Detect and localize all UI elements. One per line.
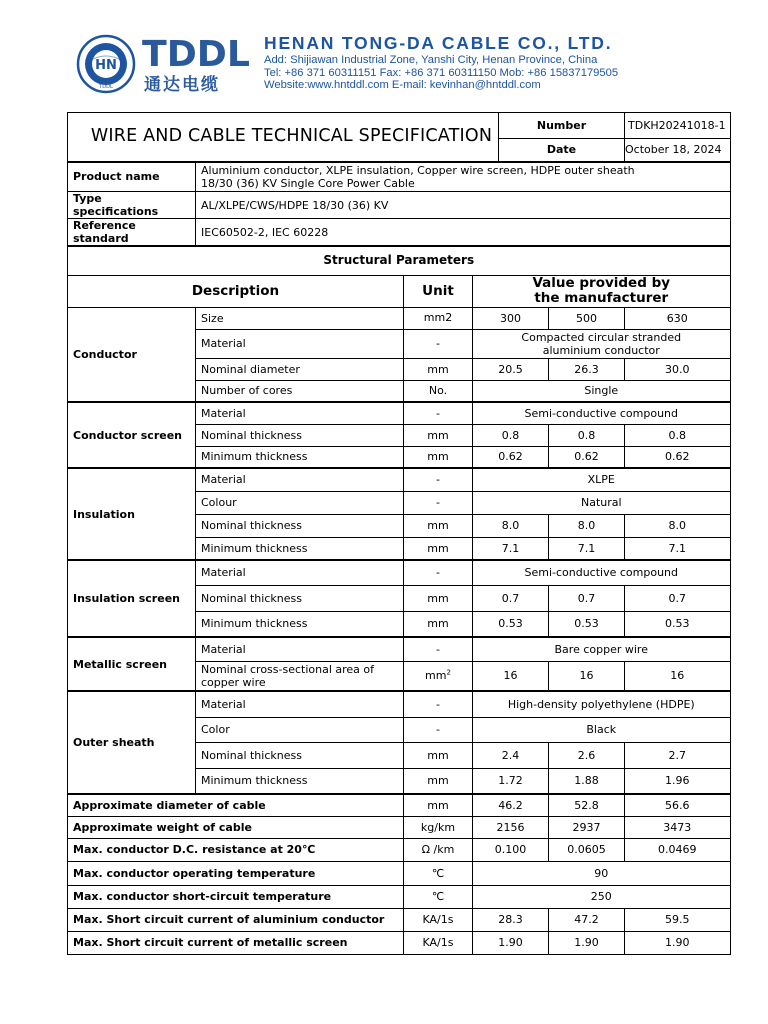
product-value (196, 162, 731, 192)
value-merged (473, 329, 731, 358)
row-label: Material (196, 402, 404, 424)
value-cell: 8.0 (625, 514, 731, 537)
row-unit: - (404, 717, 473, 742)
value-merged: 250 (473, 885, 731, 908)
row-label: Material (196, 637, 404, 661)
row-unit: mm (404, 446, 473, 468)
company-contact (264, 54, 618, 92)
letterhead (74, 30, 714, 100)
value-cell: 0.100 (473, 838, 549, 861)
row-label: Number of cores (196, 380, 404, 402)
company-logo-emblem (76, 34, 136, 94)
doc-date: October 18, 2024 (625, 139, 731, 162)
row-unit: No. (404, 380, 473, 402)
logo-ring-text: TDDL (99, 84, 113, 90)
row-label-line-1: Nominal cross-sectional area of (201, 662, 375, 676)
company-logo-wordmark (142, 36, 254, 70)
row-label: Max. conductor short-circuit temperature (68, 885, 404, 908)
value-cell: 0.0469 (625, 838, 731, 861)
unit-base: mm (425, 669, 447, 683)
value-merged: Semi-conductive compound (473, 560, 731, 585)
value-cell: 28.3 (473, 908, 549, 931)
table-row (68, 908, 731, 931)
row-label (196, 661, 404, 691)
row-unit: - (404, 329, 473, 358)
row-label-line-2: copper wire (201, 675, 266, 689)
product-label: Product name (68, 162, 196, 192)
row-unit: mm (404, 537, 473, 560)
spec-table (67, 112, 731, 955)
value-merged: 90 (473, 861, 731, 885)
table-row (68, 402, 731, 424)
row-unit: kg/km (404, 816, 473, 838)
value-cell: 300 (473, 307, 549, 329)
value-cell: 1.90 (473, 931, 549, 954)
row-unit: - (404, 691, 473, 717)
value-cell: 0.62 (473, 446, 549, 468)
value-cell: 0.53 (473, 611, 549, 637)
value-cell: 8.0 (473, 514, 549, 537)
value-cell: 630 (625, 307, 731, 329)
company-name: HENAN TONG-DA CABLE CO., LTD. (264, 33, 613, 53)
value-cell: 30.0 (625, 358, 731, 380)
group-conductor-screen: Conductor screen (68, 402, 196, 468)
col-value-line-2: the manufacturer (534, 290, 669, 306)
row-unit: - (404, 637, 473, 661)
value-cell: 2.6 (549, 742, 625, 768)
value-merged: Black (473, 717, 731, 742)
value-merged: Single (473, 380, 731, 402)
company-address: Add: Shijiawan Industrial Zone, Yanshi City, Henan Province, China (264, 54, 598, 66)
group-insulation: Insulation (68, 468, 196, 560)
logo-chinese-name: 通达电缆 (144, 75, 220, 95)
value-cell: 0.8 (625, 424, 731, 446)
row-unit: mm (404, 358, 473, 380)
section-title: Structural Parameters (68, 246, 731, 275)
table-row (68, 861, 731, 885)
table-row (68, 560, 731, 585)
value-cell: 3473 (625, 816, 731, 838)
value-line-2: aluminium conductor (542, 343, 660, 357)
logo-emblem-text: HN (95, 58, 117, 73)
col-value-line-1: Value provided by (532, 275, 671, 291)
value-cell: 0.53 (549, 611, 625, 637)
value-cell: 46.2 (473, 794, 549, 816)
value-cell: 0.62 (549, 446, 625, 468)
table-row (68, 794, 731, 816)
reference-value: IEC60502-2, IEC 60228 (196, 219, 731, 247)
product-line-2: 18/30 (36) KV Single Core Power Cable (201, 176, 415, 190)
row-label: Color (196, 717, 404, 742)
row-label: Minimum thickness (196, 446, 404, 468)
row-label: Max. Short circuit current of metallic screen (68, 931, 404, 954)
value-cell: 0.0605 (549, 838, 625, 861)
value-cell: 0.62 (625, 446, 731, 468)
value-merged: Natural (473, 491, 731, 514)
row-unit: KA/1s (404, 931, 473, 954)
row-label: Nominal diameter (196, 358, 404, 380)
col-description: Description (68, 275, 404, 307)
table-row (68, 816, 731, 838)
type-row (68, 192, 731, 219)
row-label: Nominal thickness (196, 742, 404, 768)
value-cell: 20.5 (473, 358, 549, 380)
value-cell: 1.72 (473, 768, 549, 794)
value-cell: 2.7 (625, 742, 731, 768)
table-row (68, 468, 731, 491)
row-unit: mm (404, 585, 473, 611)
col-value (473, 275, 731, 307)
row-unit: mm (404, 794, 473, 816)
value-cell: 16 (473, 661, 549, 691)
row-unit: Ω /km (404, 838, 473, 861)
row-unit: mm2 (404, 307, 473, 329)
column-header-row (68, 275, 731, 307)
row-label: Approximate diameter of cable (68, 794, 404, 816)
row-unit: mm (404, 611, 473, 637)
group-metallic-screen: Metallic screen (68, 637, 196, 691)
value-cell: 500 (549, 307, 625, 329)
type-value: AL/XLPE/CWS/HDPE 18/30 (36) KV (196, 192, 731, 219)
value-cell: 16 (549, 661, 625, 691)
value-merged: High-density polyethylene (HDPE) (473, 691, 731, 717)
value-cell: 59.5 (625, 908, 731, 931)
row-label: Material (196, 329, 404, 358)
value-line-1: Compacted circular stranded (521, 330, 682, 344)
row-label: Material (196, 468, 404, 491)
row-label: Approximate weight of cable (68, 816, 404, 838)
row-label: Material (196, 560, 404, 585)
row-label: Minimum thickness (196, 768, 404, 794)
row-label: Max. conductor operating temperature (68, 861, 404, 885)
row-unit: - (404, 468, 473, 491)
doc-title: WIRE AND CABLE TECHNICAL SPECIFICATION (68, 113, 499, 162)
doc-number: TDKH20241018-1 (625, 113, 731, 139)
value-cell: 0.8 (549, 424, 625, 446)
row-label: Nominal thickness (196, 514, 404, 537)
value-cell: 1.90 (625, 931, 731, 954)
row-unit: - (404, 560, 473, 585)
row-label: Colour (196, 491, 404, 514)
value-cell: 0.8 (473, 424, 549, 446)
value-cell: 47.2 (549, 908, 625, 931)
table-row (68, 885, 731, 908)
row-unit: - (404, 491, 473, 514)
row-label: Max. conductor D.C. resistance at 20℃ (68, 838, 404, 861)
reference-row (68, 219, 731, 247)
value-cell: 0.7 (625, 585, 731, 611)
row-unit: - (404, 402, 473, 424)
value-cell: 1.96 (625, 768, 731, 794)
unit-superscript: 2 (446, 668, 451, 677)
value-cell: 8.0 (549, 514, 625, 537)
row-unit (404, 661, 473, 691)
value-cell: 7.1 (549, 537, 625, 560)
value-cell: 7.1 (625, 537, 731, 560)
doc-header-row-1 (68, 113, 731, 139)
type-label: Type specifications (68, 192, 196, 219)
row-unit: mm (404, 514, 473, 537)
row-label: Max. Short circuit current of aluminium conductor (68, 908, 404, 931)
value-merged: XLPE (473, 468, 731, 491)
table-row (68, 931, 731, 954)
row-unit: ℃ (404, 861, 473, 885)
company-phone: Tel: +86 371 60311151 Fax: +86 371 60311150 Mob: +86 15837179505 (264, 66, 619, 79)
section-title-row (68, 246, 731, 275)
value-cell: 26.3 (549, 358, 625, 380)
value-cell: 1.90 (549, 931, 625, 954)
row-unit: mm (404, 742, 473, 768)
value-cell: 56.6 (625, 794, 731, 816)
row-unit: mm (404, 424, 473, 446)
value-merged: Semi-conductive compound (473, 402, 731, 424)
value-cell: 2.4 (473, 742, 549, 768)
row-unit: KA/1s (404, 908, 473, 931)
company-website: Website:www.hntddl.com E-mail: kevinhan@hntddl.com (264, 79, 541, 92)
date-label: Date (499, 139, 625, 162)
row-unit: ℃ (404, 885, 473, 908)
value-cell: 2156 (473, 816, 549, 838)
value-cell: 0.53 (625, 611, 731, 637)
row-unit: mm (404, 768, 473, 794)
row-label: Minimum thickness (196, 611, 404, 637)
table-row (68, 691, 731, 717)
table-row (68, 637, 731, 661)
group-conductor: Conductor (68, 307, 196, 402)
col-unit: Unit (404, 275, 473, 307)
value-merged: Bare copper wire (473, 637, 731, 661)
value-cell: 1.88 (549, 768, 625, 794)
group-outer-sheath: Outer sheath (68, 691, 196, 794)
row-label: Minimum thickness (196, 537, 404, 560)
table-row (68, 307, 731, 329)
group-insulation-screen: Insulation screen (68, 560, 196, 637)
value-cell: 2937 (549, 816, 625, 838)
value-cell: 16 (625, 661, 731, 691)
row-label: Material (196, 691, 404, 717)
row-label: Nominal thickness (196, 585, 404, 611)
row-label: Nominal thickness (196, 424, 404, 446)
reference-label: Reference standard (68, 219, 196, 247)
logo-wordmark-text: TDDL (142, 36, 250, 70)
value-cell: 52.8 (549, 794, 625, 816)
value-cell: 0.7 (473, 585, 549, 611)
product-row (68, 162, 731, 192)
row-label: Size (196, 307, 404, 329)
value-cell: 0.7 (549, 585, 625, 611)
number-label: Number (499, 113, 625, 139)
product-line-1: Aluminium conductor, XLPE insulation, Copper wire screen, HDPE outer sheath (201, 163, 635, 177)
value-cell: 7.1 (473, 537, 549, 560)
table-row (68, 838, 731, 861)
